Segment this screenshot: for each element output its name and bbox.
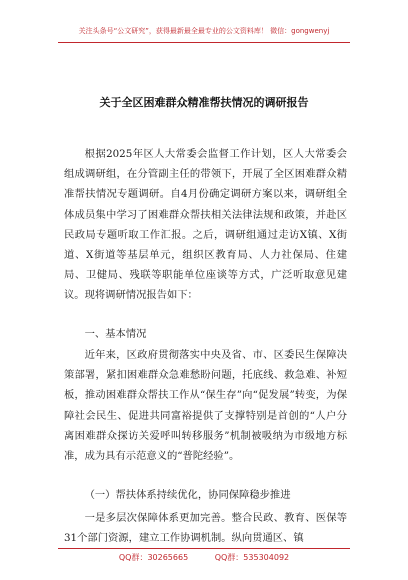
header-divider <box>58 42 350 43</box>
paragraph-text: 一是多层次保障体系更加完善。整合民政、教育、医保等31个部门资源，建立工作协调机制。纵向贯通区、镇 <box>64 512 347 545</box>
document-title: 关于全区困难群众精准帮扶情况的调研报告 <box>99 96 309 109</box>
body-paragraph-subsection1 <box>64 508 347 548</box>
footer-qq-group-1: QQ群：30265665 <box>118 553 189 562</box>
body-paragraph-section1 <box>64 345 347 466</box>
footer-divider <box>58 548 350 549</box>
paragraph-text: 近年来，区政府贯彻落实中央及省、市、区委民生保障决策部署，紧扣困难群众急难愁盼问题，托底线、救急难、补短板，推动困难群众帮扶工作从“保生存”向“促发展”转变，为保障社会民生、促进共同富裕提供了支撑特别是首创的“人户分离困难群众探访关爱呼叫转移服务”机制被吸纳为市级地方标准，成为具有示范意义的“普陀经验”。 <box>64 349 347 463</box>
section-heading-basic-situation <box>64 324 347 344</box>
footer-qq-group-2: QQ群：535304092 <box>214 553 290 562</box>
subsection-heading <box>64 485 347 505</box>
section-heading-text: 一、基本情况 <box>84 328 147 340</box>
header-banner: 关注头条号“公文研究”，获得最新最全最专业的公文资料库！ 微信：gongwenyj <box>78 27 330 35</box>
subsection-heading-text: （一）帮扶体系持续优化，协同保障稳步推进 <box>84 489 291 501</box>
body-paragraph-intro <box>64 144 347 306</box>
paragraph-text: 根据2025年区人大常委会监督工作计划，区人大常委会组成调研组，在分管副主任的带领下，开展了全区困难群众精准帮扶情况专题调研。自4月份确定调研方案以来，调研组全体成员集中学习了困难群众帮扶相关法律法规和政策，并赴区民政局专题听取工作汇报。之后，调研组通过走访X镇、X街道、X街道等基层单元，组织区教育局、人力社保局、住建局、卫健局、残联等职能单位座谈等方式，广泛听取意见建议。现将调研情况报告如下： <box>64 148 347 302</box>
footer-contact <box>0 552 408 563</box>
